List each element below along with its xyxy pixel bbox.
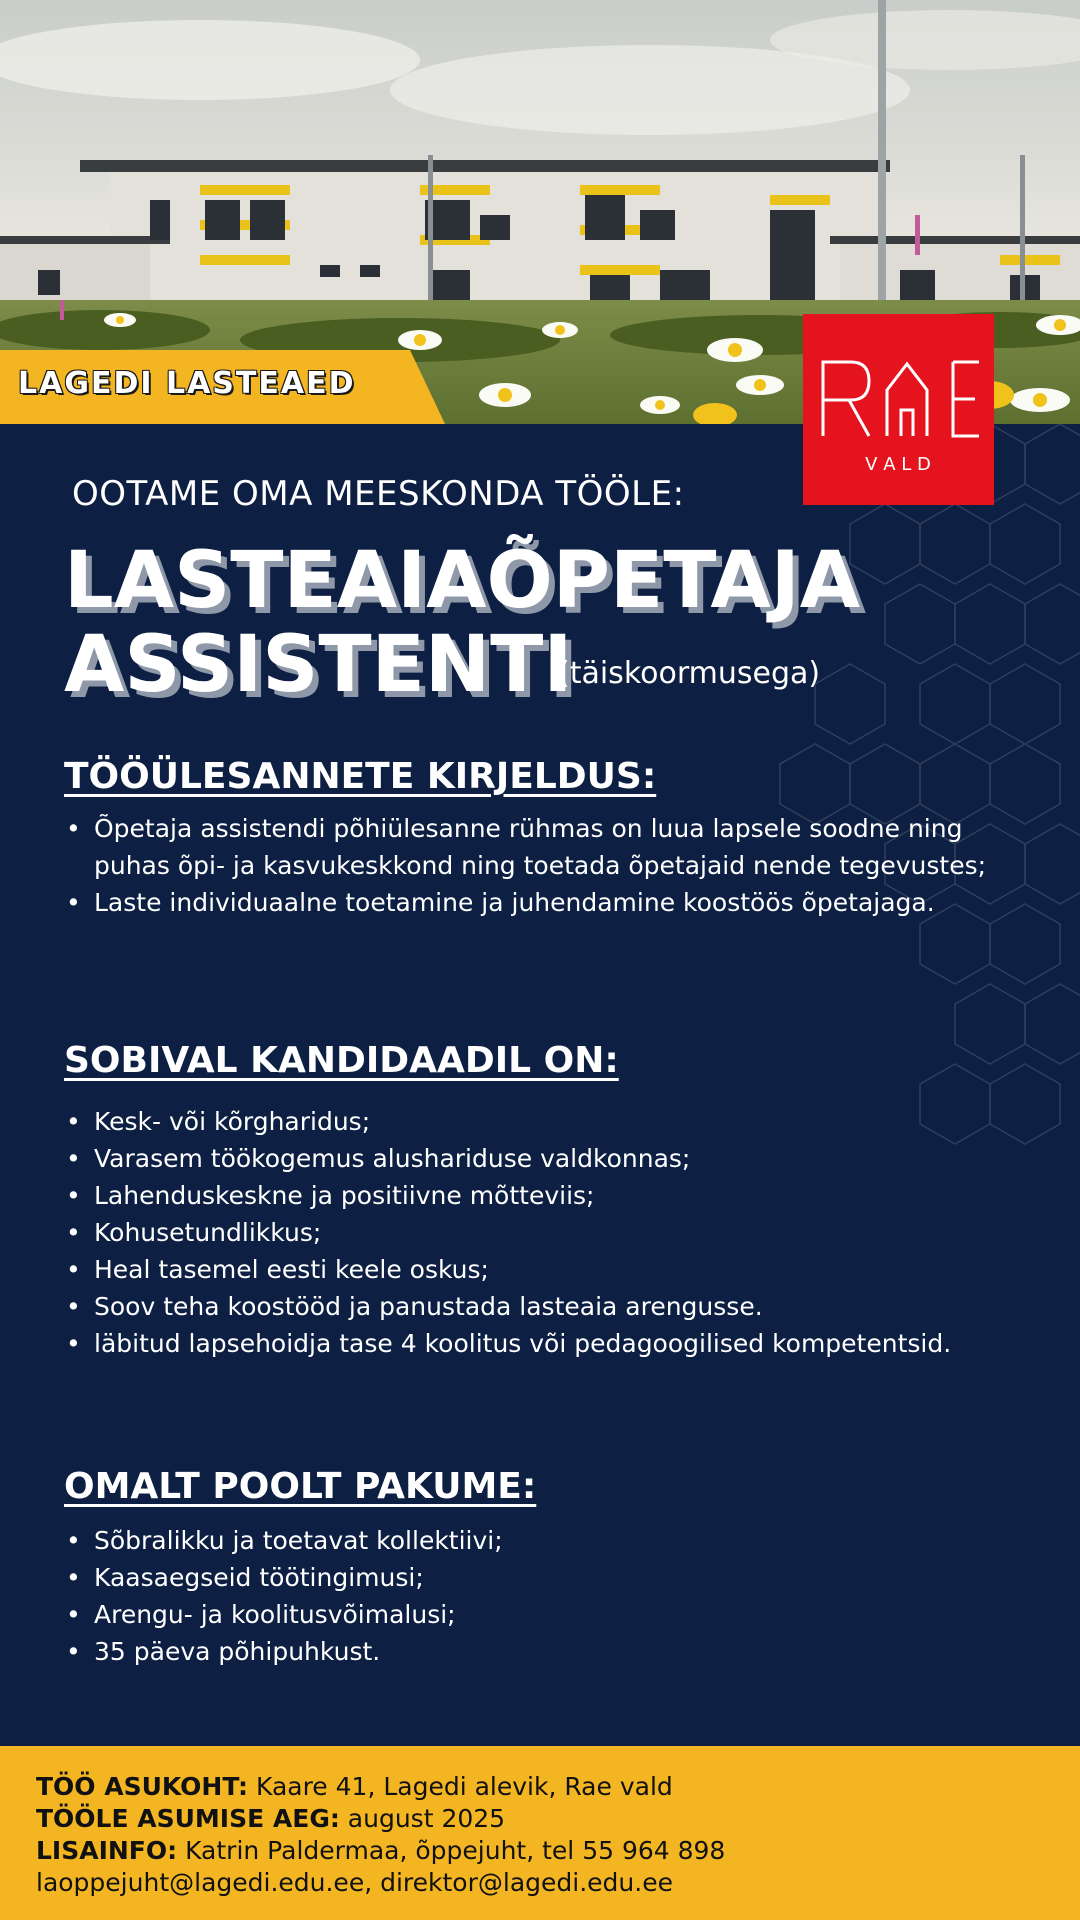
list-item: • Arengu- ja koolitusvõimalusi;	[64, 1596, 1004, 1633]
list-item: • Kesk- või kõrgharidus;	[64, 1103, 1004, 1140]
location-label: TÖÖ ASUKOHT:	[36, 1772, 249, 1801]
offer-heading: OMALT POOLT PAKUME:	[64, 1466, 537, 1507]
list-item: • läbitud lapsehoidja tase 4 koolitus või pedagoogilised kompetentsid.	[64, 1325, 1004, 1362]
location-line	[36, 1772, 673, 1801]
list-item: • 35 päeva põhipuhkust.	[64, 1633, 1004, 1670]
info-line	[36, 1836, 725, 1865]
requirements-heading: SOBIVAL KANDIDAADIL ON:	[64, 1040, 619, 1081]
list-item: • Õpetaja assistendi põhiülesanne rühmas on luua lapsele soodne ning puhas õpi- ja kasvukeskkond ning toetada õpetajaid nende tegevustes;	[64, 810, 1004, 884]
duties-heading: TÖÖÜLESANNETE KIRJELDUS:	[64, 756, 657, 797]
email-links[interactable]: laoppejuht@lagedi.edu.ee, direktor@lagedi.edu.ee	[36, 1868, 673, 1897]
intro-text: OOTAME OMA MEESKONDA TÖÖLE:	[72, 474, 685, 514]
job-title-line1: LASTEAIAÕPETAJA	[64, 536, 861, 626]
workload-note: (täiskoormusega)	[558, 656, 821, 691]
school-name: LAGEDI LASTEAED	[18, 366, 356, 401]
list-item: • Soov teha koostööd ja panustada lasteaia arengusse.	[64, 1288, 1004, 1325]
requirements-list	[64, 1103, 1004, 1362]
list-item: • Heal tasemel eesti keele oskus;	[64, 1251, 1004, 1288]
list-item: • Sõbralikku ja toetavat kollektiivi;	[64, 1522, 1004, 1559]
rae-vald-logo	[803, 314, 994, 505]
offer-list	[64, 1522, 1004, 1670]
duties-list	[64, 810, 1004, 921]
location-value: Kaare 41, Lagedi alevik, Rae vald	[255, 1772, 673, 1801]
start-label: TÖÖLE ASUMISE AEG:	[36, 1804, 340, 1833]
list-item: • Kaasaegseid töötingimusi;	[64, 1559, 1004, 1596]
footer-contact-bar	[0, 1746, 1080, 1920]
logo-mark-icon	[803, 314, 994, 505]
logo-sub-text: V A L D	[865, 454, 931, 475]
list-item: • Kohusetundlikkus;	[64, 1214, 1004, 1251]
job-title-line2: ASSISTENTI	[64, 620, 573, 710]
start-value: august 2025	[347, 1804, 506, 1833]
start-line	[36, 1804, 505, 1833]
info-value: Katrin Paldermaa, õppejuht, tel 55 964 898	[185, 1836, 726, 1865]
info-label: LISAINFO:	[36, 1836, 178, 1865]
list-item: • Lahenduskeskne ja positiivne mõtteviis;	[64, 1177, 1004, 1214]
list-item: • Laste individuaalne toetamine ja juhendamine koostöös õpetajaga.	[64, 884, 1004, 921]
list-item: • Varasem töökogemus alushariduse valdkonnas;	[64, 1140, 1004, 1177]
